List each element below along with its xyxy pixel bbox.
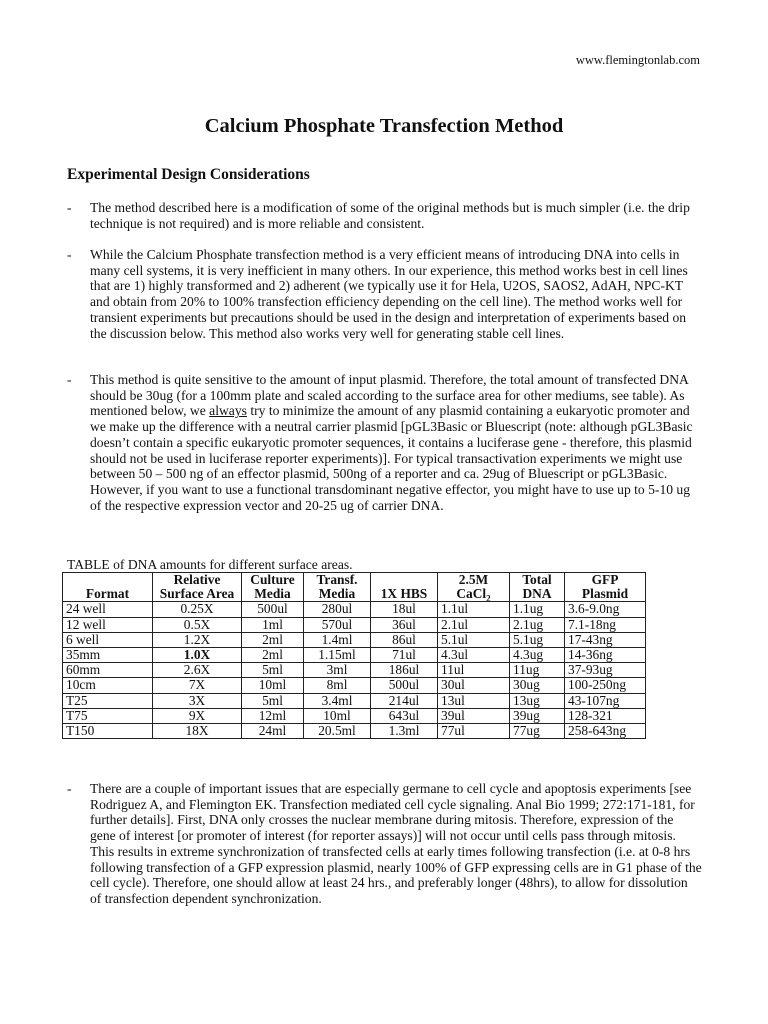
text-segment: This method is quite sensitive to the amount of input plasmid. Therefore, the total amount of transfected DNA should be 30ug (for a 100mm plate and scaled according to the surface area for other mediums, see table). As mentioned below, we xyxy=(90,372,689,419)
website-url[interactable]: www.flemingtonlab.com xyxy=(575,53,700,67)
cell-gfp-plasmid: 128-321 xyxy=(565,708,646,723)
cell-format: 6 well xyxy=(63,632,153,647)
cell-gfp-plasmid: 43-107ng xyxy=(565,693,646,708)
table-row xyxy=(63,602,646,617)
cell-transf-media: 10ml xyxy=(304,708,371,723)
paragraph-efficiency xyxy=(67,247,702,341)
cell-transf-media: 3.4ml xyxy=(304,693,371,708)
cell-hbs: 86ul xyxy=(371,632,438,647)
cell-relative-area: 7X xyxy=(153,678,242,693)
cell-cacl2: 4.3ul xyxy=(438,648,510,663)
cell-relative-area: 1.0X xyxy=(153,648,242,663)
cell-gfp-plasmid: 14-36ng xyxy=(565,648,646,663)
cell-transf-media: 570ul xyxy=(304,617,371,632)
cell-transf-media: 1.15ml xyxy=(304,648,371,663)
dna-amounts-table xyxy=(62,572,646,739)
table-row xyxy=(63,693,646,708)
header-culture-media: Culture Media xyxy=(242,573,304,602)
table-row xyxy=(63,708,646,723)
page-title: Calcium Phosphate Transfection Method xyxy=(204,115,564,137)
cell-gfp-plasmid: 3.6-9.0ng xyxy=(565,602,646,617)
table-row xyxy=(63,663,646,678)
header-cacl2: 2.5M CaCl$_2$ xyxy=(438,573,510,602)
cell-culture-media: 1ml xyxy=(242,617,304,632)
header-transfection-media: Transf. Media xyxy=(304,573,371,602)
cell-format: T150 xyxy=(63,724,153,739)
bullet-marker: - xyxy=(67,200,72,215)
cell-hbs: 214ul xyxy=(371,693,438,708)
cell-relative-area: 3X xyxy=(153,693,242,708)
table-caption: TABLE of DNA amounts for different surface areas. xyxy=(67,557,353,572)
cell-total-dna: 1.1ug xyxy=(510,602,565,617)
cell-culture-media: 5ml xyxy=(242,663,304,678)
header-gfp-plasmid: GFP Plasmid xyxy=(565,573,646,602)
cell-culture-media: 24ml xyxy=(242,724,304,739)
header-relative-surface-area: Relative Surface Area xyxy=(153,573,242,602)
table-header-row xyxy=(63,573,646,602)
cell-relative-area: 18X xyxy=(153,724,242,739)
cell-total-dna: 77ug xyxy=(510,724,565,739)
cell-format: 24 well xyxy=(63,602,153,617)
cell-transf-media: 20.5ml xyxy=(304,724,371,739)
cell-transf-media: 1.4ml xyxy=(304,632,371,647)
cell-hbs: 71ul xyxy=(371,648,438,663)
cell-cacl2: 1.1ul xyxy=(438,602,510,617)
cell-format: T75 xyxy=(63,708,153,723)
cell-culture-media: 2ml xyxy=(242,632,304,647)
cell-transf-media: 280ul xyxy=(304,602,371,617)
cell-relative-area: 1.2X xyxy=(153,632,242,647)
text-segment: try to minimize the amount of any plasmid containing a eukaryotic promoter and we make up the difference with a neutral carrier plasmid [pGL3Basic or Bluescript (note: although pGL3Basic doesn’t contain a specific eukaryotic promoter sequences, it contains a luciferase gene - therefore, this plasmid should not be used in luciferase reporter experiments)]. For typical transactivation experiments we might use between 50 – 500 ng of an effector plasmid, 500ng of a reporter and ca. 29ug of Bluescript or pGL3Basic. However, if you want to use a functional transdominant negative effector, you might have to use up to 5-10 ug of the respective expression vector and 20-25 ug of carrier DNA. xyxy=(90,403,693,513)
paragraph-text: The method described here is a modification of some of the original methods but is much simpler (i.e. the drip technique is not required) and is more reliable and consistent. xyxy=(90,200,690,231)
cell-culture-media: 500ul xyxy=(242,602,304,617)
paragraph-method-overview xyxy=(67,200,702,231)
cell-gfp-plasmid: 37-93ug xyxy=(565,663,646,678)
cell-total-dna: 4.3ug xyxy=(510,648,565,663)
paragraph-plasmid-amount xyxy=(67,372,702,513)
cell-format: 12 well xyxy=(63,617,153,632)
cell-cacl2: 39ul xyxy=(438,708,510,723)
cell-transf-media: 8ml xyxy=(304,678,371,693)
cell-relative-area: 0.5X xyxy=(153,617,242,632)
bullet-marker: - xyxy=(67,781,72,796)
cell-format: 10cm xyxy=(63,678,153,693)
cell-relative-area: 9X xyxy=(153,708,242,723)
header-format: Format xyxy=(63,573,153,602)
cell-cacl2: 11ul xyxy=(438,663,510,678)
header-total-dna: Total DNA xyxy=(510,573,565,602)
cell-cacl2: 30ul xyxy=(438,678,510,693)
paragraph-text: There are a couple of important issues that are especially germane to cell cycle and apoptosis experiments [see Rodriguez A, and Flemington EK. Transfection mediated cell cycle signaling. Anal Bio 1999; 272:171-181, for further details]. First, DNA only crosses the nuclear membrane during mitosis. Therefore, expression of the gene of interest [or promoter of interest (for reporter assays)] will not occur until cells pass through mitosis. This results in extreme synchronization of transfected cells at early times following transfection (i.e. at 0-8 hrs following transfection of a GFP expression plasmid, nearly 100% of GFP expressing cells are in G1 phase of the cell cycle). Therefore, one should allow at least 24 hrs., and preferably longer (48hrs), to allow for dissolution of transfection dependent synchronization. xyxy=(90,781,702,906)
underlined-word: always xyxy=(209,403,247,419)
cell-format: 60mm xyxy=(63,663,153,678)
cell-transf-media: 3ml xyxy=(304,663,371,678)
bullet-marker: - xyxy=(67,372,72,387)
cell-total-dna: 30ug xyxy=(510,678,565,693)
cell-gfp-plasmid: 258-643ng xyxy=(565,724,646,739)
cell-cacl2: 2.1ul xyxy=(438,617,510,632)
table-row xyxy=(63,632,646,647)
cell-culture-media: 2ml xyxy=(242,648,304,663)
cell-hbs: 643ul xyxy=(371,708,438,723)
table-row xyxy=(63,648,646,663)
cell-total-dna: 5.1ug xyxy=(510,632,565,647)
cell-format: T25 xyxy=(63,693,153,708)
cell-cacl2: 77ul xyxy=(438,724,510,739)
cell-cacl2: 5.1ul xyxy=(438,632,510,647)
cell-gfp-plasmid: 7.1-18ng xyxy=(565,617,646,632)
cell-culture-media: 10ml xyxy=(242,678,304,693)
cell-gfp-plasmid: 100-250ng xyxy=(565,678,646,693)
cell-hbs: 1.3ml xyxy=(371,724,438,739)
paragraph-text: While the Calcium Phosphate transfection method is a very efficient means of introducing DNA into cells in many cell systems, it is very inefficient in many others. In our experience, this method works best in cell lines that are 1) highly transformed and 2) adherent (we typically use it for Hela, U2OS, SAOS2, AdAH, NPC-KT and obtain from 20% to 100% transfection efficiency depending on the cell line). The method works well for transient experiments but precautions should be used in the design and interpretation of experiments based on the discussion below. This method also works very well for generating stable cell lines. xyxy=(90,247,688,341)
cell-culture-media: 12ml xyxy=(242,708,304,723)
cell-cacl2: 13ul xyxy=(438,693,510,708)
cell-hbs: 36ul xyxy=(371,617,438,632)
section-heading: Experimental Design Considerations xyxy=(67,166,310,183)
cell-total-dna: 39ug xyxy=(510,708,565,723)
cell-hbs: 186ul xyxy=(371,663,438,678)
table-row xyxy=(63,678,646,693)
table-row xyxy=(63,617,646,632)
cell-total-dna: 11ug xyxy=(510,663,565,678)
cell-culture-media: 5ml xyxy=(242,693,304,708)
cell-format: 35mm xyxy=(63,648,153,663)
bullet-marker: - xyxy=(67,247,72,262)
paragraph-cell-cycle-issues xyxy=(67,781,702,907)
cell-gfp-plasmid: 17-43ng xyxy=(565,632,646,647)
cell-hbs: 18ul xyxy=(371,602,438,617)
cell-total-dna: 2.1ug xyxy=(510,617,565,632)
cell-hbs: 500ul xyxy=(371,678,438,693)
header-hbs: 1X HBS xyxy=(371,573,438,602)
cell-relative-area: 2.6X xyxy=(153,663,242,678)
table-row xyxy=(63,724,646,739)
paragraph-text xyxy=(90,372,702,513)
cell-total-dna: 13ug xyxy=(510,693,565,708)
cell-relative-area: 0.25X xyxy=(153,602,242,617)
